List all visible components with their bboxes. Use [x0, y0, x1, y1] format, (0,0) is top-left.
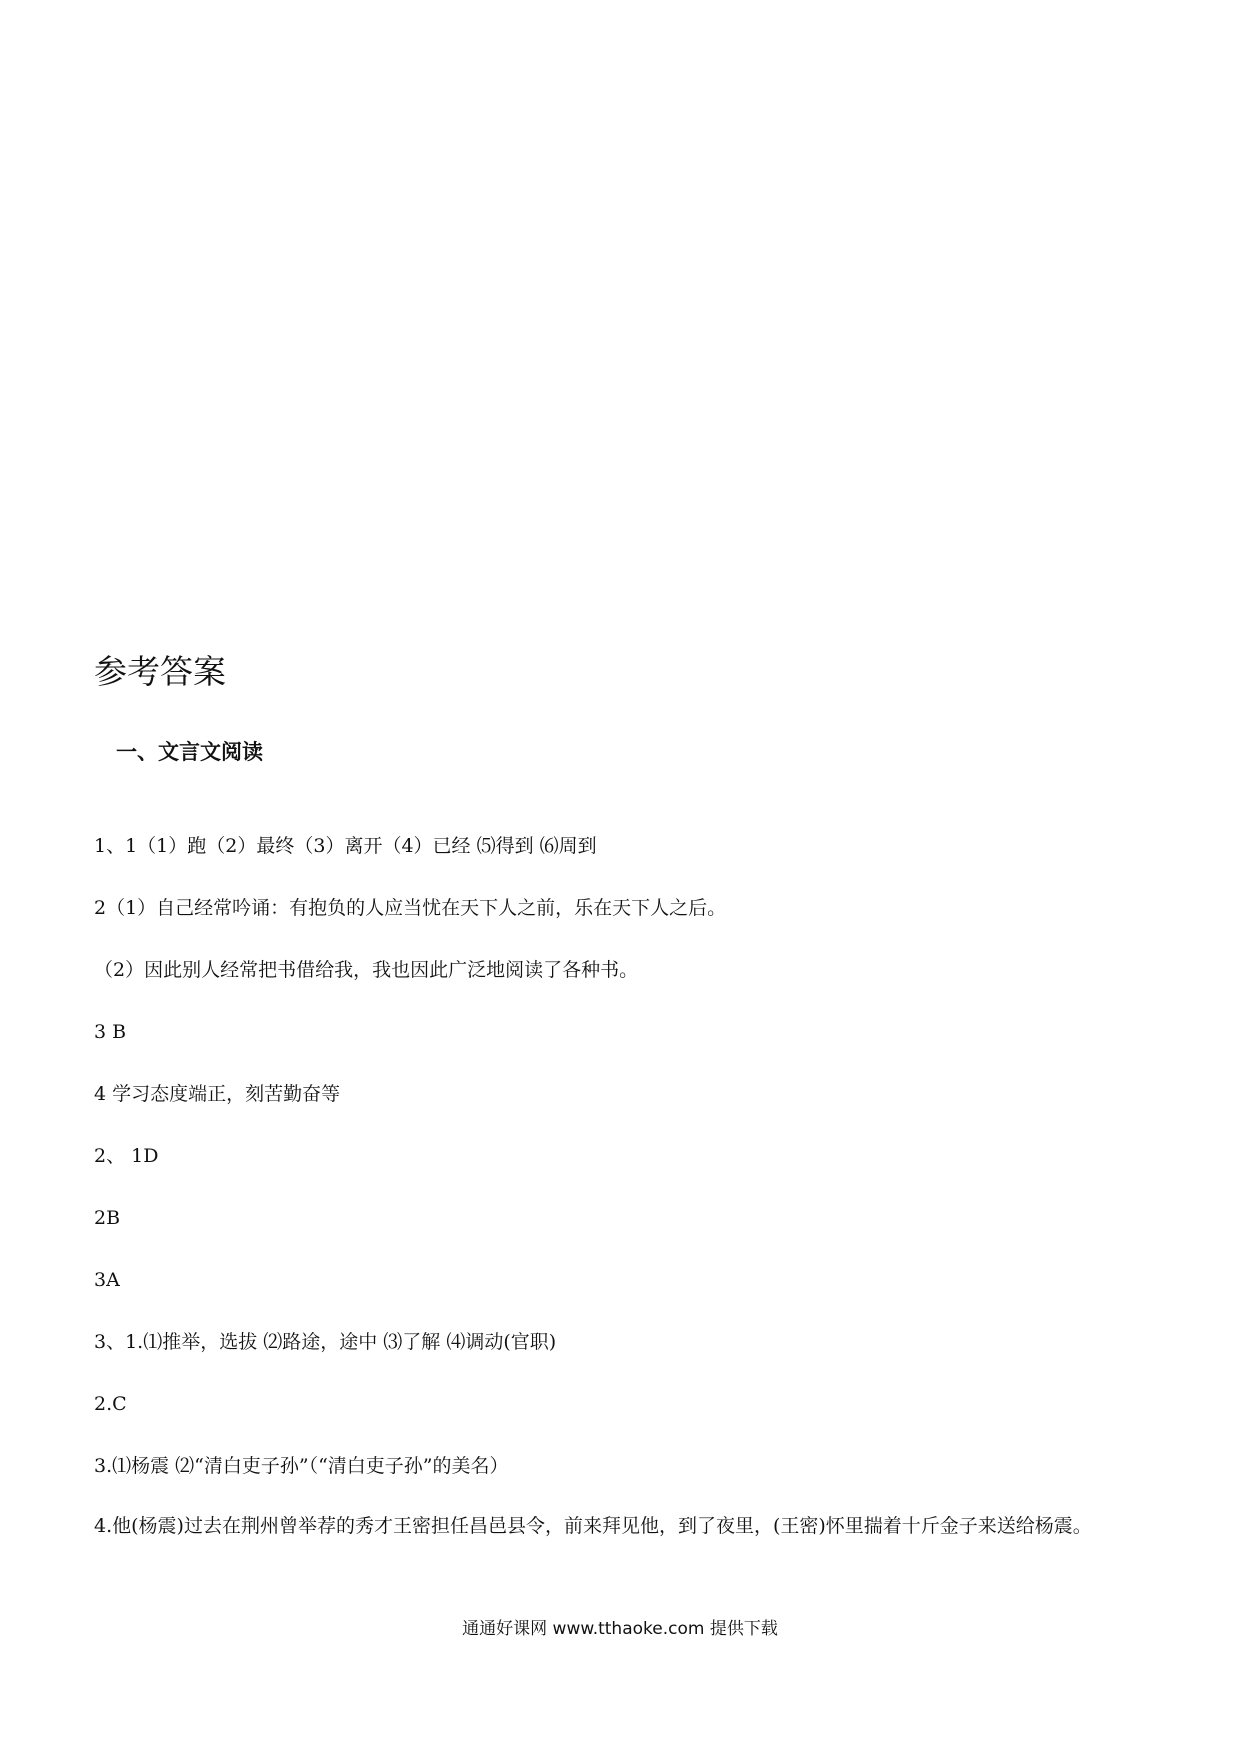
answer-line-4: 3 B: [94, 1021, 127, 1043]
answer-line-8: 3A: [94, 1269, 120, 1291]
answer-line-2: 2（1）自己经常吟诵：有抱负的人应当忧在天下人之前，乐在天下人之后。: [94, 897, 727, 919]
answer-line-1: 1、1（1）跑（2）最终（3）离开（4）已经 ⑸得到 ⑹周到: [94, 835, 597, 857]
answer-line-10: 2.C: [94, 1393, 127, 1415]
answer-line-5: 4 学习态度端正，刻苦勤奋等: [94, 1083, 341, 1105]
answer-line-11: 3.⑴杨震 ⑵“清白吏子孙”（“清白吏子孙”的美名）: [94, 1455, 509, 1477]
answer-line-12: 4.他(杨震)过去在荆州曾举荐的秀才王密担任昌邑县令，前来拜见他，到了夜里，(王密)怀里揣着十斤金子来送给杨震。: [94, 1515, 1092, 1537]
answer-line-6: 2、 1D: [94, 1145, 159, 1167]
answer-line-7: 2B: [94, 1207, 121, 1229]
page-footer: 通通好课网 www.tthaoke.com 提供下载: [462, 1619, 778, 1639]
section-heading: 一、文言文阅读: [116, 740, 263, 764]
answer-line-3: （2）因此别人经常把书借给我，我也因此广泛地阅读了各种书。: [94, 959, 639, 981]
answer-line-9: 3、1.⑴推举，选拔 ⑵路途，途中 ⑶了解 ⑷调动(官职): [94, 1331, 557, 1353]
page-title: 参考答案: [94, 652, 226, 691]
